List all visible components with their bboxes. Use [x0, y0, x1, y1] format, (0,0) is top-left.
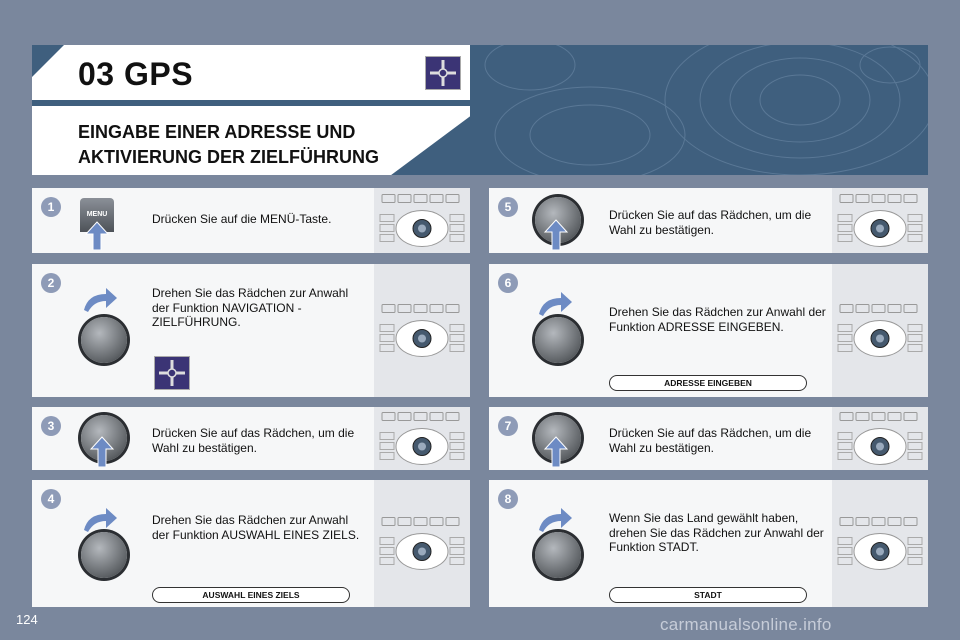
radio-panel-drawing	[374, 264, 470, 397]
press-arrow-icon	[87, 435, 117, 467]
topographic-lines	[470, 45, 928, 175]
step-text: Drücken Sie auf das Rädchen, um die Wahl zu bestätigen.	[609, 208, 812, 237]
step-card-1	[32, 188, 470, 253]
radio-panel-illustration	[374, 480, 470, 607]
radio-panel-drawing	[374, 188, 470, 253]
control-knob-icon	[535, 532, 581, 578]
radio-panel-illustration	[832, 407, 928, 470]
rotate-arrow-icon	[537, 506, 573, 534]
menu-item-label: ADRESSE EINGEBEN	[609, 375, 807, 391]
step-card-8	[489, 480, 928, 607]
step-card-2	[32, 264, 470, 397]
control-knob-icon	[535, 317, 581, 363]
watermark: carmanualsonline.info	[660, 615, 832, 634]
subtitle-line-2: AKTIVIERUNG DER ZIELFÜHRUNG	[78, 147, 379, 167]
step-text: Drehen Sie das Rädchen zur Anwahl der Funktion NAVIGATION - ZIELFÜHRUNG.	[152, 286, 349, 329]
press-arrow-icon	[541, 218, 571, 250]
navigation-crosshair-icon	[425, 56, 461, 90]
navigation-crosshair-icon	[154, 356, 190, 390]
step-card-4	[32, 480, 470, 607]
radio-panel-drawing	[374, 407, 470, 470]
radio-panel-illustration	[374, 407, 470, 470]
menu-item-label: STADT	[609, 587, 807, 603]
step-number-badge: 6	[498, 273, 518, 293]
step-number-badge: 4	[41, 489, 61, 509]
step-card-3	[32, 407, 470, 470]
menu-button-icon: MENU	[80, 198, 114, 232]
step-text: Drücken Sie auf die MENÜ-Taste.	[152, 212, 332, 226]
step-card-7	[489, 407, 928, 470]
radio-panel-drawing	[832, 407, 928, 470]
press-arrow-icon	[541, 435, 571, 467]
step-text: Drücken Sie auf das Rädchen, um die Wahl zu bestätigen.	[152, 426, 355, 455]
step-text: Drehen Sie das Rädchen zur Anwahl der Funktion ADRESSE EINGEBEN.	[609, 305, 826, 334]
radio-panel-illustration	[832, 264, 928, 397]
rotate-arrow-icon	[82, 506, 118, 534]
press-arrow-icon	[82, 220, 112, 250]
step-number-badge: 7	[498, 416, 518, 436]
radio-panel-illustration	[374, 264, 470, 397]
step-number-badge: 3	[41, 416, 61, 436]
radio-panel-illustration	[832, 480, 928, 607]
radio-panel-drawing	[832, 480, 928, 607]
radio-panel-illustration	[832, 188, 928, 253]
control-knob-icon	[81, 532, 127, 578]
step-text: Wenn Sie das Land gewählt haben, drehen Sie das Rädchen zur Anwahl der Funktion STADT.	[609, 511, 824, 554]
rotate-arrow-icon	[82, 286, 118, 314]
radio-panel-illustration	[374, 188, 470, 253]
radio-panel-drawing	[832, 188, 928, 253]
step-number-badge: 1	[41, 197, 61, 217]
rotate-arrow-icon	[537, 290, 573, 318]
step-number-badge: 5	[498, 197, 518, 217]
radio-panel-drawing	[832, 264, 928, 397]
subtitle-line-1: EINGABE EINER ADRESSE UND	[78, 122, 356, 142]
page-title: 03 GPS	[78, 56, 194, 92]
step-number-badge: 8	[498, 489, 518, 509]
control-knob-icon	[81, 317, 127, 363]
step-text: Drehen Sie das Rädchen zur Anwahl der Funktion AUSWAHL EINES ZIELS.	[152, 513, 360, 542]
menu-item-label: AUSWAHL EINES ZIELS	[152, 587, 350, 603]
step-card-5	[489, 188, 928, 253]
page-number: 124	[16, 612, 38, 627]
step-number-badge: 2	[41, 273, 61, 293]
step-text: Drücken Sie auf das Rädchen, um die Wahl zu bestätigen.	[609, 426, 812, 455]
radio-panel-drawing	[374, 480, 470, 607]
step-card-6	[489, 264, 928, 397]
section-subtitle	[78, 120, 379, 170]
